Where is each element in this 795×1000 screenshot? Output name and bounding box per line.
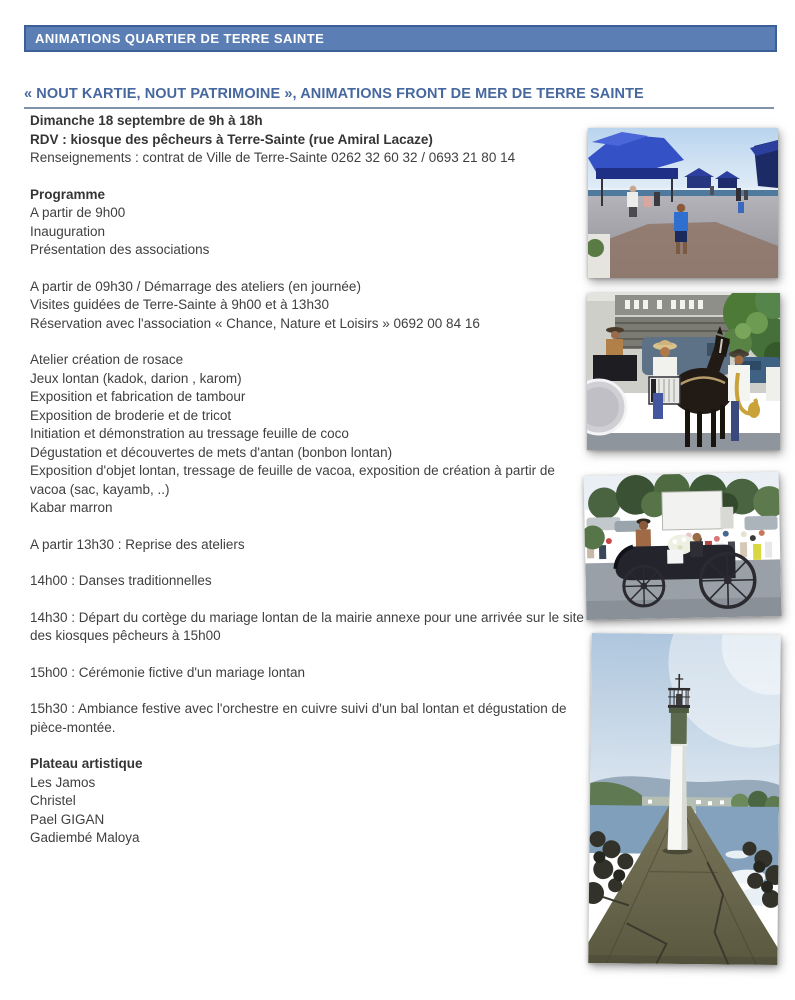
program-line: Dégustation et découvertes de mets d'antan (bonbon lontan) xyxy=(30,444,393,460)
page-title: ANIMATIONS QUARTIER DE TERRE SAINTE xyxy=(35,31,325,46)
program-line: Pael GIGAN xyxy=(30,811,105,827)
program-line: 14h00 : Danses traditionnelles xyxy=(30,573,212,588)
market-stalls-photo xyxy=(588,128,778,278)
program-paragraph xyxy=(30,112,590,168)
program-line: Atelier création de rosace xyxy=(30,352,184,367)
lighthouse-scene-illustration xyxy=(588,633,780,965)
program-line: Les Jamos xyxy=(30,774,96,790)
program-paragraph xyxy=(30,572,590,591)
program-paragraph xyxy=(30,278,590,334)
lighthouse-jetty-photo xyxy=(588,633,780,965)
program-line: Exposition de broderie et de tricot xyxy=(30,407,232,423)
program-line: Plateau artistique xyxy=(30,756,143,771)
program-line: Kabar marron xyxy=(30,500,113,515)
program-line: Présentation des associations xyxy=(30,242,210,257)
musicians-scene-illustration xyxy=(587,293,780,450)
program-paragraph xyxy=(30,700,590,737)
program-paragraph xyxy=(30,536,590,555)
program-line: A partir de 09h30 / Démarrage des ateliers (en journée) xyxy=(30,278,361,294)
program-line: Visites guidées de Terre-Sainte à 9h00 et à 13h30 xyxy=(30,297,329,312)
program-line: Réservation avec l'association « Chance, Nature et Loisirs » 0692 00 84 16 xyxy=(30,315,480,331)
program-paragraph xyxy=(30,664,590,683)
subtitle-divider xyxy=(24,107,774,109)
program-line: A partir de 9h00 xyxy=(30,205,126,220)
program-line: 15h00 : Cérémonie fictive d'un mariage lontan xyxy=(30,664,305,680)
street-musicians-photo xyxy=(587,293,780,450)
program-line: 14h30 : Départ du cortège du mariage lontan de la mairie annexe pour une arrivée sur le site des kiosques pêcheurs à 15h00 xyxy=(30,609,584,643)
program-paragraph xyxy=(30,755,590,848)
wedding-carriage-photo xyxy=(584,472,782,620)
program-line: Inauguration xyxy=(30,223,106,239)
program-paragraph xyxy=(30,609,590,646)
program-line: Programme xyxy=(30,186,106,202)
program-line: Exposition d'objet lontan, tressage de feuille de vacoa, exposition de création à partir de vacoa (sac, kayamb, ..) xyxy=(30,463,555,497)
program-line: Dimanche 18 septembre de 9h à 18h xyxy=(30,113,263,128)
program-line: Exposition et fabrication de tambour xyxy=(30,389,246,404)
market-scene-illustration xyxy=(588,128,778,278)
program-line: Renseignements : contrat de Ville de Terre-Sainte 0262 32 60 32 / 0693 21 80 14 xyxy=(30,150,516,165)
program-line: Christel xyxy=(30,793,76,808)
program-line: RDV : kiosque des pêcheurs à Terre-Sainte (rue Amiral Lacaze) xyxy=(30,131,433,147)
program-line: Gadiembé Maloya xyxy=(30,830,140,845)
program-paragraph xyxy=(30,186,590,260)
program-line: Initiation et démonstration au tressage feuille de coco xyxy=(30,426,349,441)
section-subtitle: « NOUT KARTIE, NOUT PATRIMOINE », ANIMATIONS FRONT DE MER DE TERRE SAINTE xyxy=(24,86,644,102)
program-line: Jeux lontan (kadok, darion , karom) xyxy=(30,370,242,386)
program-line: 15h30 : Ambiance festive avec l'orchestre en cuivre suivi d'un bal lontan et dégustation de pièce-montée. xyxy=(30,701,567,735)
program-paragraph xyxy=(30,351,590,518)
program-line: A partir 13h30 : Reprise des ateliers xyxy=(30,536,245,552)
header-bar xyxy=(24,25,777,52)
program-text xyxy=(30,112,590,866)
carriage-scene-illustration xyxy=(584,472,782,620)
